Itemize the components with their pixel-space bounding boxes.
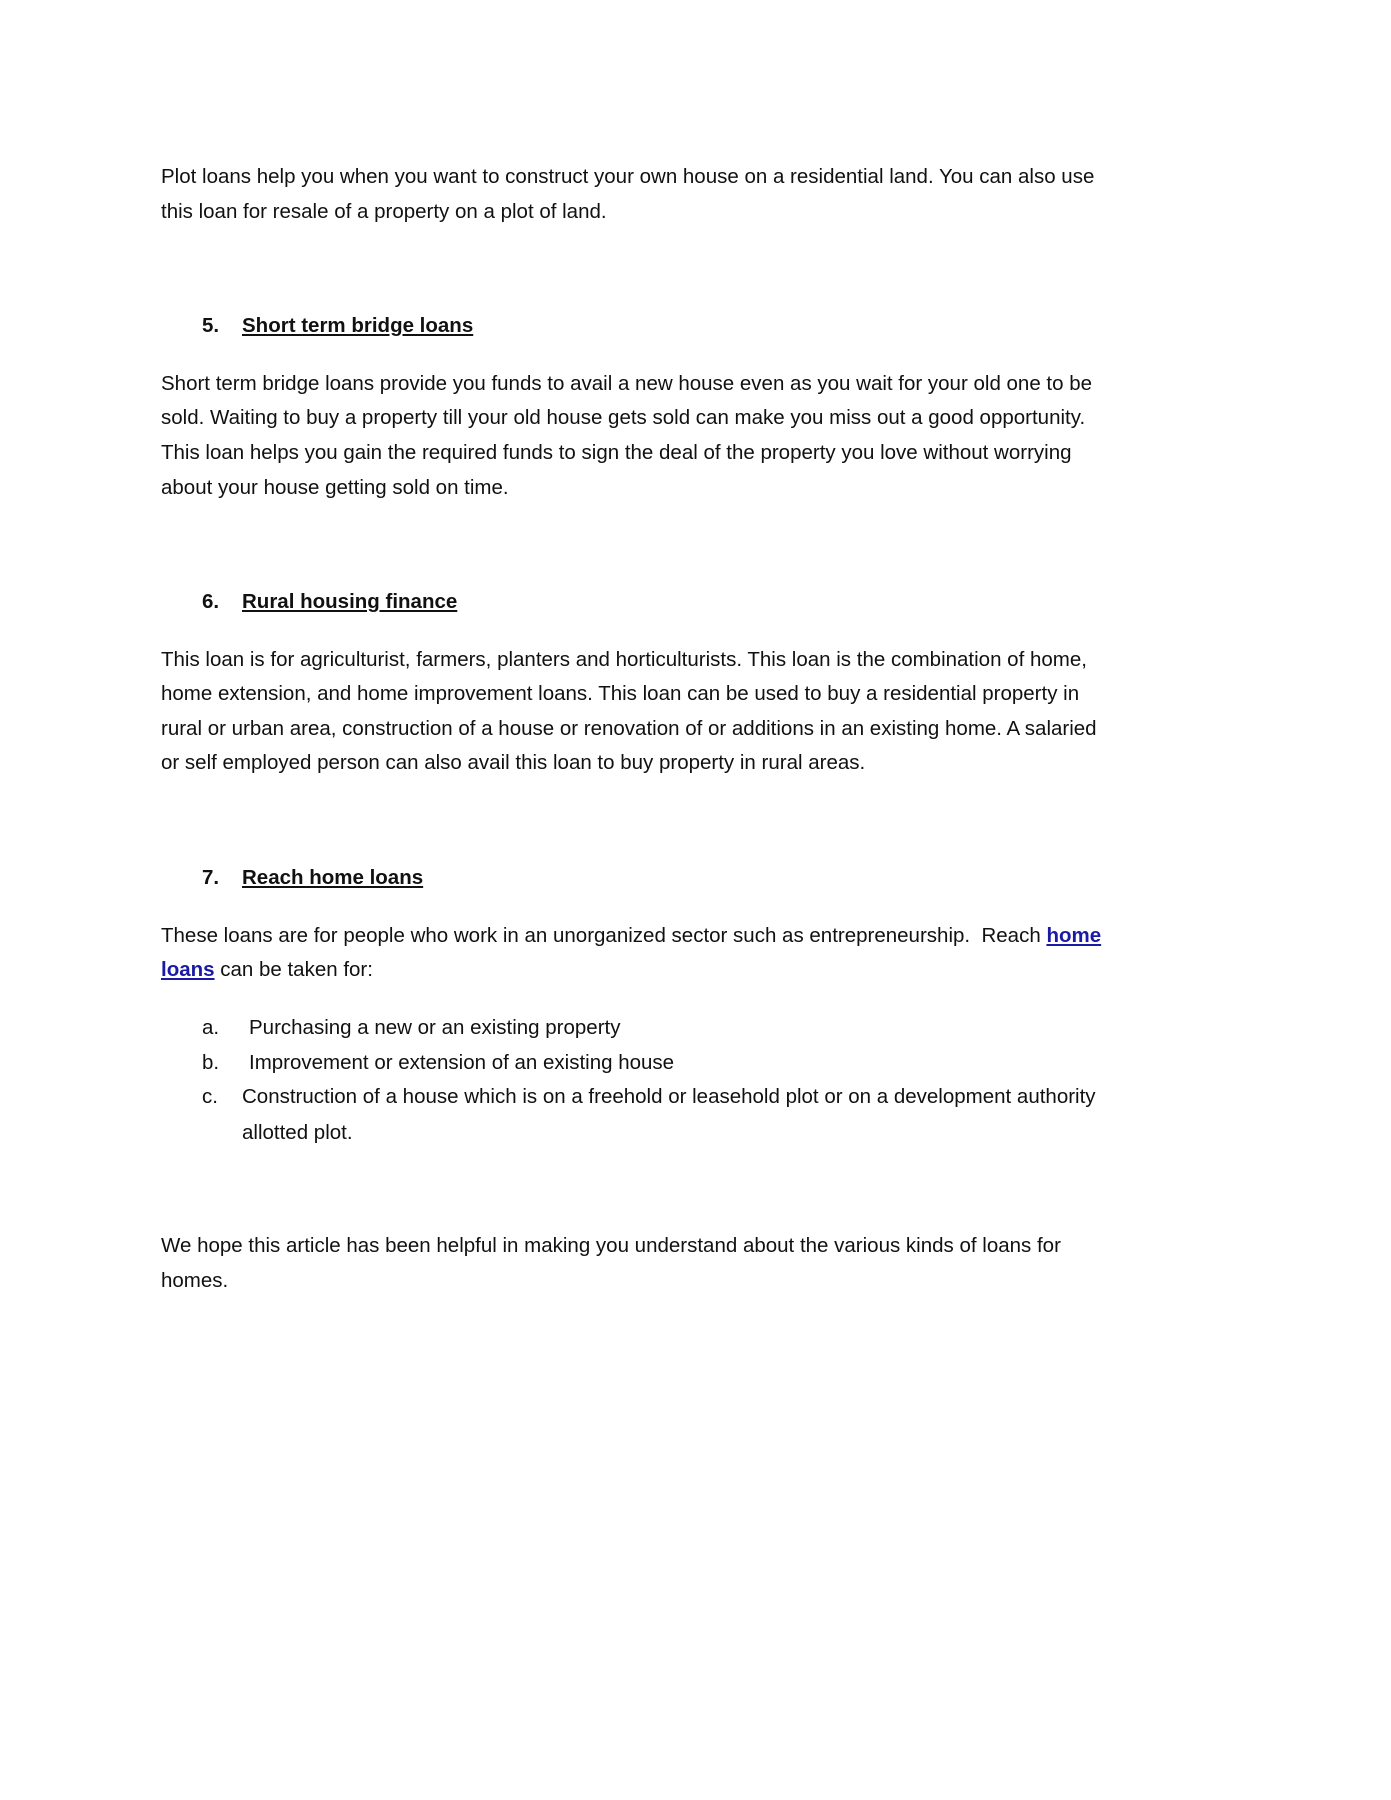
closing-line: We hope this article has been helpful in making you understand about the various kinds of loans for [161,1234,1061,1257]
closing-line: homes. [161,1269,229,1292]
paragraph-line: or self employed person can also avail this loan to buy property in rural areas. [161,751,866,774]
paragraph-text: can be taken for: [214,958,373,981]
section-number: 7. [202,866,220,889]
list-label: a. [202,1016,220,1039]
list-label: b. [202,1051,220,1074]
paragraph-line [161,923,1101,949]
home-loans-link[interactable]: loans [161,958,215,981]
paragraph-line: This loan is for agriculturist, farmers, planters and horticulturists. This loan is the combination of home, [161,648,1087,671]
section-heading: Reach home loans [242,866,424,889]
paragraph-line: about your house getting sold on time. [161,476,509,499]
section-heading: Rural housing finance [242,590,458,613]
list-item: Purchasing a new or an existing property [249,1016,621,1039]
paragraph-line: Short term bridge loans provide you funds to avail a new house even as you wait for your old one to be [161,372,1093,395]
paragraph-text: These loans are for people who work in an unorganized sector such as entrepreneurship. Reach [161,924,1047,947]
intro-line: Plot loans help you when you want to construct your own house on a residential land. You can also use [161,165,1095,188]
paragraph-line: This loan helps you gain the required funds to sign the deal of the property you love without worrying [161,441,1072,464]
list-item: Construction of a house which is on a freehold or leasehold plot or on a development authority [242,1085,1096,1108]
intro-line: this loan for resale of a property on a plot of land. [161,200,607,223]
list-item-continuation: allotted plot. [242,1121,353,1144]
paragraph-line: home extension, and home improvement loans. This loan can be used to buy a residential property in [161,682,1080,705]
home-loans-link[interactable]: home [1046,924,1102,947]
list-item: Improvement or extension of an existing house [249,1051,675,1074]
section-number: 5. [202,314,220,337]
paragraph-line: sold. Waiting to buy a property till your old house gets sold can make you miss out a good opportunity. [161,406,1086,429]
paragraph-line [161,957,373,983]
list-label: c. [202,1085,218,1108]
paragraph-line: rural or urban area, construction of a house or renovation of or additions in an existing home. A salaried [161,717,1097,740]
section-number: 6. [202,590,220,613]
section-heading: Short term bridge loans [242,314,474,337]
